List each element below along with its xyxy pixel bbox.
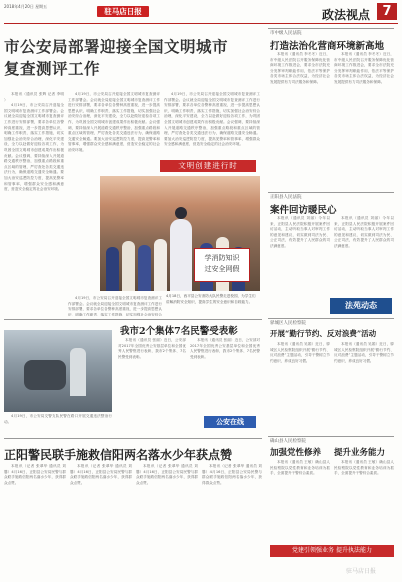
lead-body-tail: 4月19日，市公安局召开迎接全国文明城市复查测评工作部署会。会议就全局迎接全国文明城市复查测评工作进行安排部署，要求各单位各警种高度重视，进一步提高思想认识，明确工作职责，落实工作措施，切实加强社会治安综合	[68, 296, 162, 316]
rescue-body-col1: 本报讯（记者 张翠华 通讯员 刘馨）4月16日，正阳县公安局民警与群众联手施救信阳两名落水少年，获得群众点赞。	[4, 464, 66, 485]
award-body-col2: 本报讯（通讯员 张丽）近日，公安部对2017年全国优秀公安基层单位和全国优秀人民警察进行表彰，我市2个集体、7名民警受到表彰。	[190, 338, 260, 359]
art4-title-left: 加强党性修养	[270, 448, 322, 458]
traffic-photo-caption: 4月19日，市公安局交警支队民警在路口开展交通违法整治行动。	[4, 414, 112, 424]
photo-caption: 4月18日，西平县公安消防大队民警走进校园，为学生们讲解消防安全知识，提高学生的安全意识和自救能力。	[166, 294, 256, 304]
rescue-body-col4: 本报讯（记者 张翠华 通讯员 刘馨）4月16日，正阳县公安局民警与群众联手施救信阳两名落水少年，获得群众点赞。	[202, 464, 262, 485]
rescue-body-col2: 本报讯（记者 张翠华 通讯员 刘馨）4月16日，正阳县公安局民警与群众联手施救信阳两名落水少年，获得群众点赞。	[70, 464, 132, 485]
photo-headline-box: 学消防知识 过安全网假	[194, 248, 250, 282]
art4-title-right: 提升业务能力	[334, 448, 386, 458]
art2-title: 案件回访暖民心	[270, 205, 337, 216]
art1-body-col2: 本报讯（通讯员 李冬冬）近日，市中级人民法院召开服务保障优化营商环境工作推进会，要求全市法院充分发挥审判职能作用，依法平等保护各类市场主体合法权益，为经济社会发展提供有力司法服务和保障。	[334, 52, 394, 84]
paper-logo: 驻马店日报	[97, 6, 149, 17]
art3-title: 开展“勤行节约、反对浪费”活动	[270, 329, 377, 338]
page-number: 7	[377, 3, 397, 20]
public-security-badge: 公安在线	[204, 416, 256, 428]
art1-title: 打造法治化营商环境新高地	[270, 41, 385, 52]
art1-body-col1: 本报讯（通讯员 李冬冬）近日，市中级人民法院召开服务保障优化营商环境工作推进会，要求全市法院充分发挥审判职能作用，依法平等保护各类市场主体合法权益，为经济社会发展提供有力司法服务和保障。	[270, 52, 330, 84]
art2-body-col1: 本报讯（通讯员 刘丽）今年以来，正阳县人民法院积极开展案件回访活动，主动听取当事人对审判工作的意见和建议，切实做到司法为民、公正司法，有效提升了人民群众的司法满意度。	[270, 216, 330, 248]
civilization-banner: 文明创建进行时	[160, 160, 256, 172]
art4-body-col1: 本报讯（通讯员 王敏）确山县人民检察院以党性教育和业务培训为抓手，全面提升干警综合素质。	[270, 460, 330, 476]
art3-body-col1: 本报讯（通讯员 吴娟）近日，驿城区人民检察院组织开展“勤行节约、反对浪费”主题活动，引导干警树立节约意识，养成良好习惯。	[270, 342, 330, 363]
traffic-patrol-photo	[4, 330, 112, 412]
art1-kicker: 市中级人民法院	[270, 31, 302, 36]
lead-body-col3: 4月19日，市公安局召开迎接全国文明城市复查测评工作部署会。会议就全局迎接全国文明城市复查测评工作进行安排部署，要求各单位各警种高度重视，进一步提高思想认识，明确工作职责，落实工作措施，切实加强社会治安综合治理，深化平安建设，全力以赴做好迎检各项工作，为巩固全国文明城市创建成果作出积极贡献。会议强调，要持续深入开展道路交通秩序整治，加强重点路段和重点区域的管理，严厉查处各类交通违法行为，确保道路交通安全畅通。要加大治安巡逻防控力度，提高见警率和管事率，增强群众安全感和满意度，营造安全稳定的社会治安环境。	[164, 92, 260, 147]
watermark: 驻马店日报	[346, 568, 377, 575]
rescue-headline: 正阳警民联手施救信阳两名落水少年获点赞	[4, 448, 233, 462]
award-body-col1: 本报讯（通讯员 张丽）近日，公安部对2017年全国优秀公安基层单位和全国优秀人民警察进行表彰，我市2个集体、7名民警受到表彰。	[118, 338, 186, 359]
masthead	[4, 2, 398, 24]
issue-date: 2018年4月20日 星期五	[4, 4, 48, 9]
lead-headline: 市公安局部署迎接全国文明城市 复查测评工作	[4, 37, 229, 78]
section-title: 政法视点	[322, 8, 371, 22]
rescue-body-col3: 本报讯（记者 张翠华 通讯员 刘馨）4月16日，正阳县公安局民警与群众联手施救信阳两名落水少年，获得群众点赞。	[136, 464, 198, 485]
party-building-banner: 党建引领强业务 提升执法能力	[270, 545, 394, 557]
court-news-badge: 法苑动态	[330, 298, 392, 314]
art2-kicker: 正阳县人民法院	[270, 195, 302, 200]
art3-kicker: 驿城区人民检察院	[270, 321, 306, 326]
lead-body-col1: 本报讯（通讯员 张辉 记者 李明 ） 4月19日，市公安局召开迎接全国文明城市复查测评工作部署会。会议就全局迎接全国文明城市复查测评工作进行安排部署，要求各单位各警种高度重视，进一步提高思想认识，明确工作职责，落实工作措施，切实加强社会治安综合治理，深化平安建设，全力以赴做好迎检各项工作，为巩固全国文明城市创建成果作出积极贡献。会议强调，要持续深入开展道路交通秩序整治，加强重点路段和重点区域的管理，严厉查处各类交通违法行为，确保道路交通安全畅通。要加大治安巡逻防控力度，提高见警率和管事率，增强群众安全感和满意度，营造安全稳定的社会治安环境。	[4, 92, 64, 192]
lead-body-col2: 4月19日，市公安局召开迎接全国文明城市复查测评工作部署会。会议就全局迎接全国文明城市复查测评工作进行安排部署，要求各单位各警种高度重视，进一步提高思想认识，明确工作职责，落实工作措施，切实加强社会治安综合治理，深化平安建设，全力以赴做好迎检各项工作，为巩固全国文明城市创建成果作出积极贡献。会议强调，要持续深入开展道路交通秩序整治，加强重点路段和重点区域的管理，严厉查处各类交通违法行为，确保道路交通安全畅通。要加大治安巡逻防控力度，提高见警率和管事率，增强群众安全感和满意度，营造安全稳定的社会治安环境。	[68, 92, 160, 152]
art4-body-col2: 本报讯（通讯员 王敏）确山县人民检察院以党性教育和业务培训为抓手，全面提升干警综合素质。	[334, 460, 394, 476]
art2-body-col2: 本报讯（通讯员 刘丽）今年以来，正阳县人民法院积极开展案件回访活动，主动听取当事人对审判工作的意见和建议，切实做到司法为民、公正司法，有效提升了人民群众的司法满意度。	[334, 216, 394, 248]
award-headline: 我市2个集体7名民警受表彰	[120, 326, 238, 337]
art4-kicker: 确山县人民检察院	[270, 439, 306, 444]
art3-body-col2: 本报讯（通讯员 吴娟）近日，驿城区人民检察院组织开展“勤行节约、反对浪费”主题活动，引导干警树立节约意识，养成良好习惯。	[334, 342, 394, 363]
